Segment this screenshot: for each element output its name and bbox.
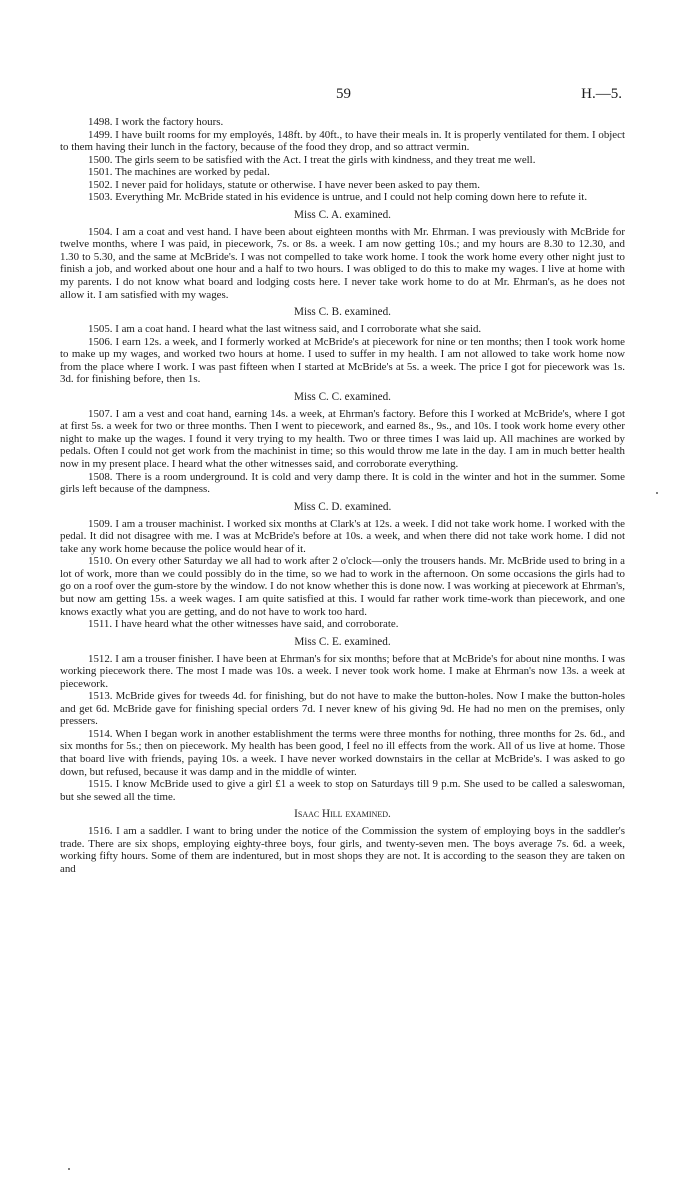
paragraph: 1506. I earn 12s. a week, and I formerly worked at McBride's at piecework for nine or ten months; then I took work home to make up my wages, and worked two hours at home. I used to suffer in my health. I am not allowed to take work home now from the place where I work. I was past fifteen when I started at McBride's at 5s. a week. The price I got for piecework was 1s. 3d. for finishing before, then 1s. [60,335,625,386]
scan-speck [68,1168,70,1170]
paragraph: 1498. I work the factory hours. [88,116,224,128]
paragraph: 1510. On every other Saturday we all had to work after 2 o'clock—only the trousers hands. Mr. McBride used to bring in a lot of work, more than we could possibly do in the time, so we had to work in the afternoon. On some occasions the girls had to go on a roof over the gum-store by the window. I do not know whether this is done now. I was working at piecework at Ehrman's, but now am getting 15s. a week wages. I am quite satisfied at this. I would far rather work time-work than piecework, and one knows exactly what you are getting, and do not have to work too hard. [60,555,625,618]
page-reference: H.—5. [581,86,622,102]
paragraph: 1505. I am a coat hand. I heard what the last witness said, and I corroborate what she said. [88,323,482,336]
paragraph: 1508. There is a room underground. It is cold and very damp there. It is cold in the winter and hot in the summer. Some girls left because of the dampness. [60,470,625,496]
paragraph: 1512. I am a trouser finisher. I have been at Ehrman's for six months; before that at McBride's for about nine months. I was working piecework there. The most I made was 10s. a week. I never took work home. I make at Ehrman's now 13s. a week at piecework. [60,652,625,690]
paragraph: 1511. I have heard what the other witnesses have said, and corroborate. [88,618,399,631]
witness-heading: Miss C. D. examined. [293,500,392,513]
paragraph: 1499. I have built rooms for my employés, 148ft. by 40ft., to have their meals in. It is properly ventilated for them. I object to them having their lunch in the factory, because of the food they drop, and so attract vermin. [60,128,625,154]
scan-speck [656,492,658,494]
paragraph: 1502. I never paid for holidays, statute or otherwise. I have never been asked to pay them. [88,178,480,191]
witness-heading: Isaac Hill examined. [294,808,391,821]
witness-heading: Miss C. A. examined. [294,208,391,221]
paragraph: 1507. I am a vest and coat hand, earning 14s. a week, at Ehrman's factory. Before this I worked at McBride's, where I got at first 5s. a week for two or three months. Then I went to piecework, and earned 8s., 9s., and 10s. I took work home every other night to make up the wages. I found it very trying to my health. Two or three times I was laid up. All machines are worked by pedals. Often I could not get work from the machinist in time; so this would throw me late in the day. I am in much better health now in my present place. I heard what the other witnesses said, and corroborate everything. [60,407,625,471]
page-number: 59 [336,86,351,102]
document-body [60,116,625,875]
page-header [0,86,700,106]
witness-heading: Miss C. C. examined. [294,390,391,403]
paragraph: 1514. When I began work in another establishment the terms were three months for nothing, three months for 2s. 6d., and six months for 5s.; then on piecework. My health has been good, I feel no ill effects from the work. All of us live at home. Those that board live with friends, paying 10s. a week. I have never worked downstairs in the cellar at McBride's. I was asked to go down, but refused, because it was damp and in the middle of winter. [60,727,625,778]
witness-heading: Miss C. B. examined. [294,306,391,319]
paragraph: 1516. I am a saddler. I want to bring under the notice of the Commission the system of employing boys in the saddler's trade. There are six shops, employing eighty-three boys, four girls, and twenty-seven men. The boys average 7s. 6d. a week, working fifty hours. Some of them are indentured, but in most shops they are not. It is according to the season they are taken on and [60,825,625,875]
paragraph: 1500. The girls seem to be satisfied with the Act. I treat the girls with kindness, and they treat me well. [88,153,536,166]
paragraph: 1515. I know McBride used to give a girl £1 a week to stop on Saturdays till 9 p.m. She used to be called a saleswoman, but she sewed all the time. [60,778,625,803]
paragraph: 1513. McBride gives for tweeds 4d. for finishing, but do not have to make the button-holes. Now I make the button-holes and get 6d. McBride gave for finishing special orders 7d. I never knew of his giving 9d. He had no men on the premises, only pressers. [60,690,625,728]
paragraph: 1501. The machines are worked by pedal. [88,166,270,179]
paragraph: 1509. I am a trouser machinist. I worked six months at Clark's at 12s. a week. I did not take work home. I worked with the pedal. It did not disagree with me. I was at McBride's before at 10s. a week, and when there did not take work home. I did not take any work home because the police would hear of it. [60,517,625,555]
paragraph: 1503. Everything Mr. McBride stated in his evidence is untrue, and I could not help coming down here to refute it. [88,191,588,204]
witness-heading: Miss C. E. examined. [294,635,391,648]
paragraph: 1504. I am a coat and vest hand. I have been about eighteen months with Mr. Ehrman. I was previously with McBride for twelve months, where I was paid, in piecework, 7s. or 8s. a week. I am now getting 10s.; and my hours are 8.30 to 12.30, and 1.30 to 5.30, and the same at McBride's. I was not compelled to take work home. I took the work home every other night just to finish a job, and worked about one hour and a half to two hours. I was obliged to do this to make my wages. I live at home with my parents. I do not know what board and lodging costs here. I never take work home to do at Mr. Ehrman's, as he does not allow it. I am satisfied with my wages. [60,225,625,301]
